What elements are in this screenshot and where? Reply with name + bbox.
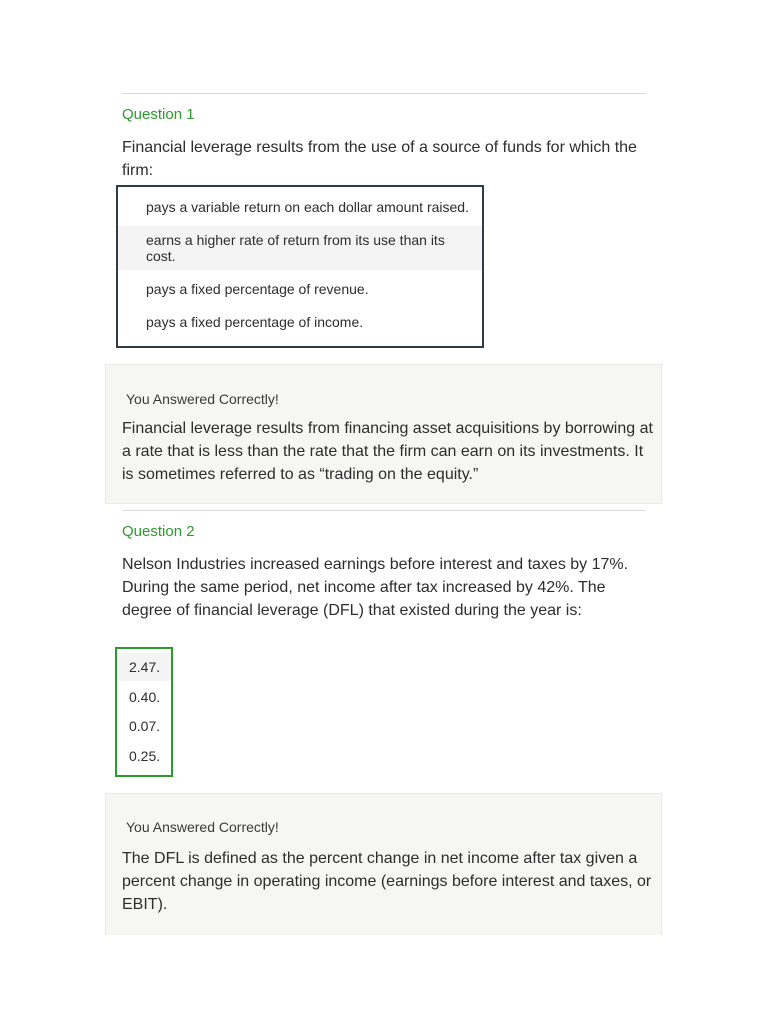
question-2-answer-option[interactable]: 0.25. — [129, 747, 161, 764]
question-2-label: Question 2 — [122, 523, 195, 540]
question-2-feedback-title: You Answered Correctly! — [126, 819, 279, 835]
question-2-answer-list — [115, 647, 173, 777]
question-1-feedback-text: Financial leverage results from financing asset acquisitions by borrowing at a rate that is less than the rate that the firm can earn on its investments. It is sometimes referred to as “trading on the equity.” — [122, 420, 653, 483]
question-2-answer-option[interactable]: 0.40. — [129, 688, 161, 705]
question-1-answer-option[interactable]: pays a variable return on each dollar amount raised. — [146, 199, 469, 215]
question-2-answer-option-selected[interactable]: 2.47. — [117, 653, 171, 681]
question-1-answer-option[interactable]: pays a fixed percentage of revenue. — [146, 281, 369, 297]
question-2-text: Nelson Industries increased earnings before interest and taxes by 17%. During the same period, net income after tax increased by 42%. The degree of financial leverage (DFL) that existed during the year is: — [122, 556, 629, 619]
question-1-feedback-title: You Answered Correctly! — [126, 391, 279, 407]
question-1-text: Financial leverage results from the use of a source of funds for which the firm: — [122, 139, 637, 179]
question-1-answer-option[interactable]: pays a fixed percentage of income. — [146, 314, 364, 330]
question-1-answer-list — [116, 185, 484, 348]
question-2-divider — [122, 510, 646, 511]
question-1-label: Question 1 — [122, 106, 195, 123]
question-2-feedback-panel — [105, 793, 662, 935]
question-2-answer-option[interactable]: 0.07. — [129, 718, 161, 734]
question-2-feedback-text: The DFL is defined as the percent change in net income after tax given a percent change in operating income (earnings before interest and taxes, or EBIT). — [122, 850, 652, 913]
question-1-answer-option-selected[interactable]: earns a higher rate of return from its use than its cost. — [118, 226, 482, 270]
question-1-feedback-panel — [105, 364, 662, 504]
question-1-divider — [122, 93, 646, 94]
